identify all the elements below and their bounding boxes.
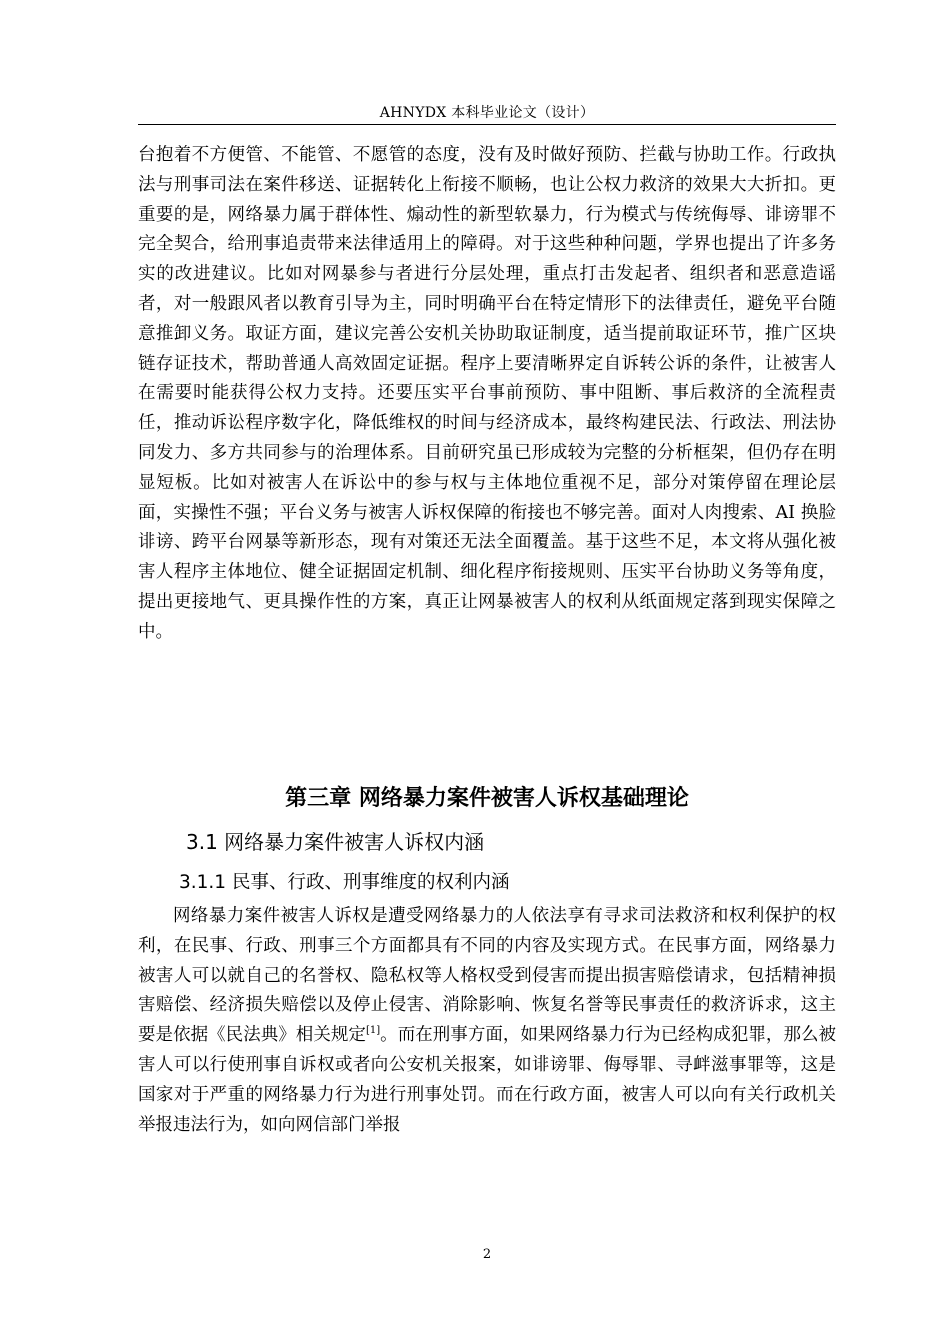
paragraph-text-part1: 网络暴力案件被害人诉权是遭受网络暴力的人依法享有寻求司法救济和权利保护的权利，在民事、行政、刑事三个方面都具有不同的内容及实现方式。在民事方面，网络暴力被害人可以就自己的名誉权、隐私权等人格权受到侵害而提出损害赔偿请求，包括精神损害赔偿、经济损失赔偿以及停止侵害、消除影响、恢复名誉等民事责任的救济诉求，这主要是依据《民法典》相关规定 <box>138 906 836 1046</box>
page-header: AHNYDX 本科毕业论文（设计） <box>379 105 595 121</box>
chapter-title: 第三章 网络暴力案件被害人诉权基础理论 <box>285 786 689 811</box>
body-paragraph-continued: 台抱着不方便管、不能管、不愿管的态度，没有及时做好预防、拦截与协助工作。行政执法与刑事司法在案件移送、证据转化上衔接不顺畅，也让公权力救济的效果大大折扣。更重要的是，网络暴力属于群体性、煽动性的新型软暴力，行为模式与传统侮辱、诽谤罪不完全契合，给刑事追责带来法律适用上的障碍。对于这些种种问题，学界也提出了许多务实的改进建议。比如对网暴参与者进行分层处理，重点打击发起者、组织者和恶意造谣者，对一般跟风者以教育引导为主，同时明确平台在特定情形下的法律责任，避免平台随意推卸义务。取证方面，建议完善公安机关协助取证制度，适当提前取证环节，推广区块链存证技术，帮助普通人高效固定证据。程序上要清晰界定自诉转公诉的条件，让被害人在需要时能获得公权力支持。还要压实平台事前预防、事中阻断、事后救济的全流程责任，推动诉讼程序数字化，降低维权的时间与经济成本，最终构建民法、行政法、刑法协同发力、多方共同参与的治理体系。目前研究虽已形成较为完整的分析框架，但仍存在明显短板。比如对被害人在诉讼中的参与权与主体地位重视不足，部分对策停留在理论层面，实操性不强；平台义务与被害人诉权保障的衔接也不够完善。面对人肉搜索、AI 换脸诽谤、跨平台网暴等新形态，现有对策还无法全面覆盖。基于这些不足，本文将从强化被害人程序主体地位、健全证据固定机制、细化程序衔接规则、压实平台协助义务等角度，提出更接地气、更具操作性的方案，真正让网暴被害人的权利从纸面规定落到现实保障之中。 <box>138 145 836 642</box>
citation-marker[interactable]: [1] <box>365 1025 381 1037</box>
paragraph-text-part2: 。而在刑事方面，如果网络暴力行为已经构成犯罪，那么被害人可以行使刑事自诉权或者向公安机关报案，如诽谤罪、侮辱罪、寻衅滋事罪等，这是国家对于严重的网络暴力行为进行刑事处罚。而在行政方面，被害人可以向有关行政机关举报违法行为，如向网信部门举报 <box>138 1025 837 1135</box>
header-rule <box>138 124 836 125</box>
page-number: 2 <box>482 1247 492 1262</box>
subsection-title: 3.1.1 民事、行政、刑事维度的权利内涵 <box>179 872 510 893</box>
body-paragraph <box>138 902 836 1140</box>
section-title: 3.1 网络暴力案件被害人诉权内涵 <box>186 830 485 854</box>
